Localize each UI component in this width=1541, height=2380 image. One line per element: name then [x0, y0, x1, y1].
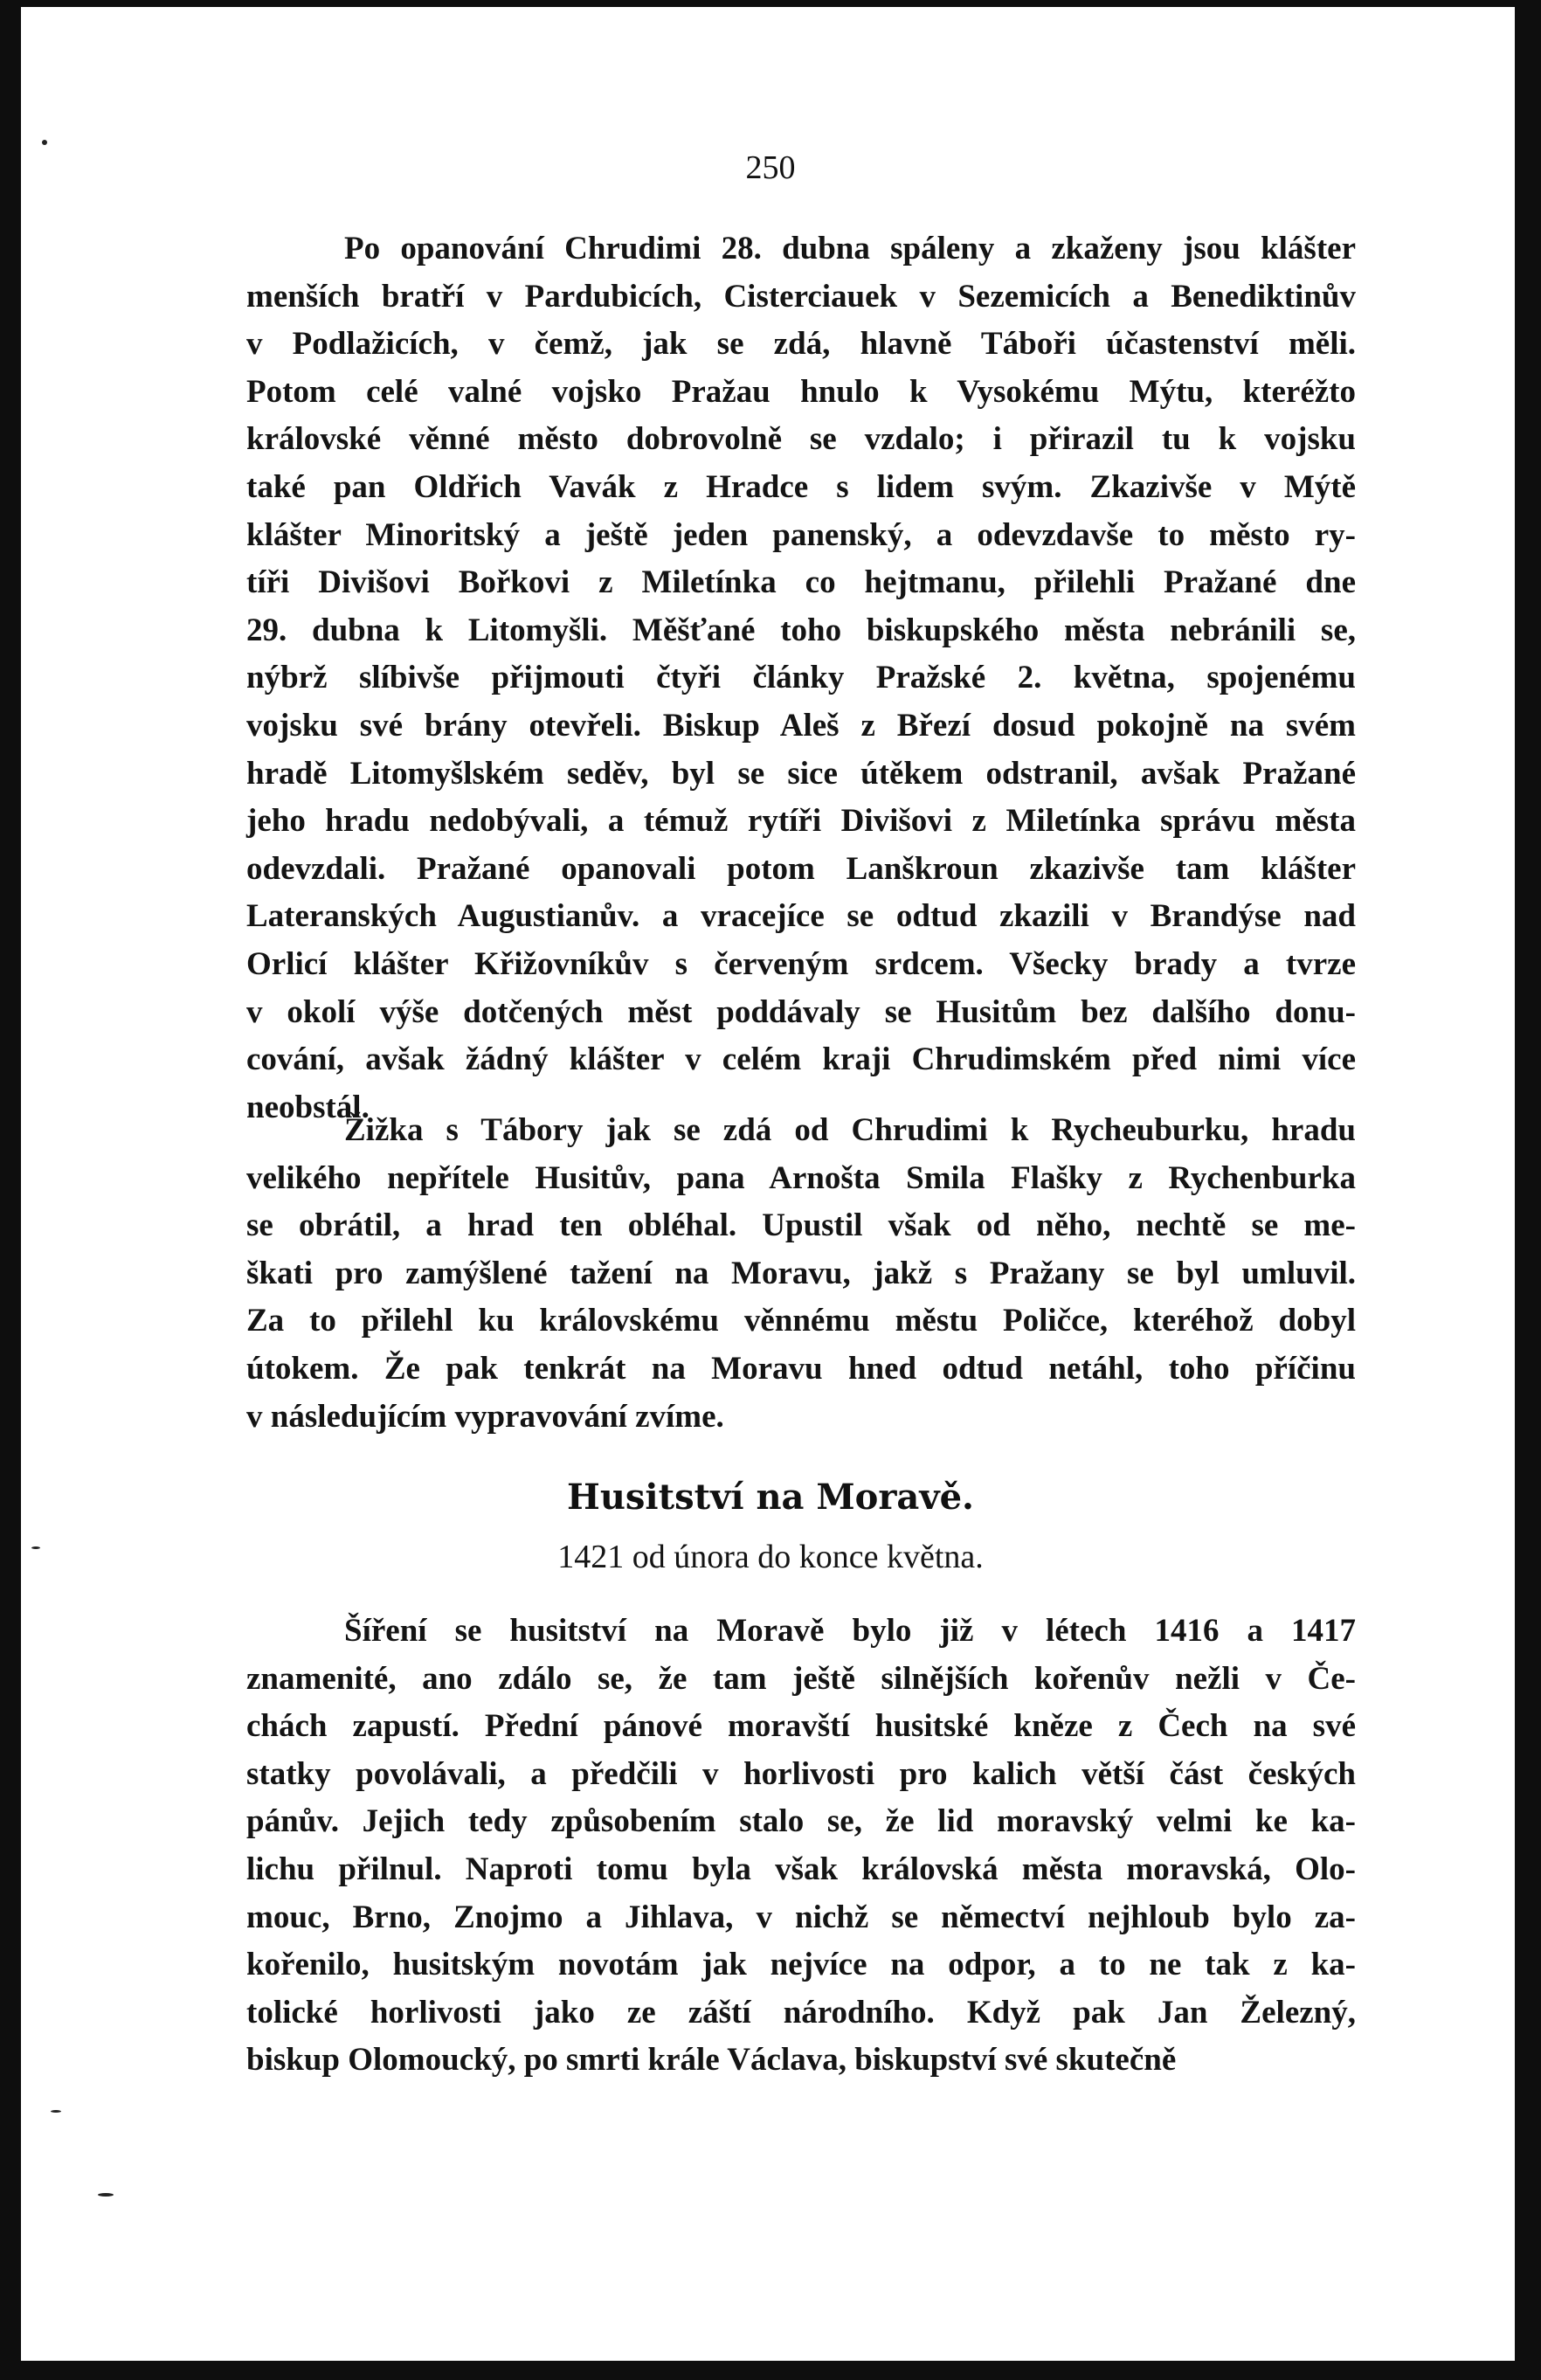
text-line: nýbrž slíbivše přijmouti čtyři články Pražské 2. května, spojenému — [246, 660, 1356, 696]
scan-speck — [51, 2110, 61, 2113]
text-line: pánův. Jejich tedy způsobením stalo se, že lid moravský velmi ke ka- — [246, 1803, 1356, 1840]
text-line: Žižka s Tábory jak se zdá od Chrudimi k Rycheuburku, hradu — [344, 1112, 1356, 1148]
text-line: lichu přilnul. Naproti tomu byla však královská města moravská, Olo- — [246, 1851, 1356, 1887]
text-line: odevzdali. Pražané opanovali potom Lanškroun zkazivše tam klášter — [246, 850, 1356, 887]
text-line: cování, avšak žádný klášter v celém kraji Chrudimském před nimi více — [246, 1041, 1356, 1078]
text-line: Za to přilehl ku královskému věnnému městu Poličce, kteréhož dobyl — [246, 1303, 1356, 1339]
text-line: Po opanování Chrudimi 28. dubna spáleny a zkaženy jsou klášter — [344, 231, 1356, 266]
text-line: klášter Minoritský a ještě jeden panenský, a odevzdavše to město ry- — [246, 516, 1356, 553]
text-line: královské věnné město dobrovolně se vzdalo; i přirazil tu k vojsku — [246, 421, 1356, 458]
text-line: škati pro zamýšlené tažení na Moravu, jakž s Pražany se byl umluvil. — [246, 1255, 1356, 1291]
text-line: chách zapustí. Přední pánové moravští husitské kněze z Čech na své — [246, 1708, 1356, 1745]
text-line: kořenilo, husitským novotám jak nejvíce na odpor, a to ne tak z ka- — [246, 1947, 1356, 1983]
text-line: jeho hradu nedobývali, a témuž rytíři Divišovi z Miletínka správu města — [246, 803, 1356, 840]
text-line: také pan Oldřich Vavák z Hradce s lidem svým. Zkazivše v Mýtě — [246, 468, 1356, 505]
text-line: velikého nepřítele Husitův, pana Arnošta Smila Flašky z Rychenburka — [246, 1159, 1356, 1196]
text-line: se obrátil, a hrad ten obléhal. Upustil však od něho, nechtě se me- — [246, 1207, 1356, 1244]
text-line: Šíření se husitství na Moravě bylo již v létech 1416 a 1417 — [344, 1613, 1356, 1649]
paragraph-1 — [246, 225, 1356, 1131]
text-line: hradě Litomyšlském seděv, byl se sice útěkem odstranil, avšak Pražané — [246, 755, 1356, 792]
section-subheading: 1421 od února do konce května. — [557, 1539, 984, 1575]
text-line: mouc, Brno, Znojmo a Jihlava, v nichž se němectví nejhloub bylo za- — [246, 1899, 1356, 1935]
paragraph-3 — [246, 1608, 1356, 2085]
text-line: statky povolávali, a předčili v horlivosti pro kalich větší část českých — [246, 1755, 1356, 1792]
text-line: Potom celé valné vojsko Pražau hnulo k Vysokému Mýtu, kteréžto — [246, 373, 1356, 410]
text-line: v následujícím vypravování zvíme. — [246, 1398, 724, 1435]
text-line: 29. dubna k Litomyšli. Měšťané toho biskupského města nebránili se, — [246, 612, 1356, 648]
page-number: 250 — [745, 149, 796, 186]
text-line: v Podlažicích, v čemž, jak se zdá, hlavně Táboři účastenství měli. — [246, 326, 1356, 363]
text-line: Lateranských Augustianův. a vracejíce se odtud zkazili v Brandýse nad — [246, 898, 1356, 935]
scan-speck — [42, 140, 47, 145]
paragraph-2 — [246, 1107, 1356, 1441]
scan-speck — [31, 1546, 40, 1549]
text-line: tolické horlivosti jako ze záští národního. Když pak Jan Železný, — [246, 1994, 1356, 2031]
text-line: biskup Olomoucký, po smrti krále Václava, biskupství své skutečně — [246, 2042, 1177, 2079]
text-line: neobstál. — [246, 1089, 370, 1125]
text-line: v okolí výše dotčených měst poddávaly se Husitům bez dalšího donu- — [246, 993, 1356, 1030]
text-line: Orlicí klášter Křižovníkův s červeným srdcem. Všecky brady a tvrze — [246, 945, 1356, 982]
text-line: tíři Divišovi Bořkovi z Miletínka co hejtmanu, přilehli Pražané dne — [246, 564, 1356, 601]
text-line: vojsku své brány otevřeli. Biskup Aleš z Březí dosud pokojně na svém — [246, 707, 1356, 744]
text-line: útokem. Že pak tenkrát na Moravu hned odtud netáhl, toho příčinu — [246, 1350, 1356, 1387]
text-line: znamenité, ano zdálo se, že tam ještě silnějších kořenův nežli v Če- — [246, 1660, 1356, 1697]
section-heading: Husitství na Moravě. — [567, 1477, 974, 1518]
text-line: menších bratří v Pardubicích, Cisterciauek v Sezemicích a Benediktinův — [246, 278, 1356, 315]
scan-speck — [98, 2193, 114, 2197]
